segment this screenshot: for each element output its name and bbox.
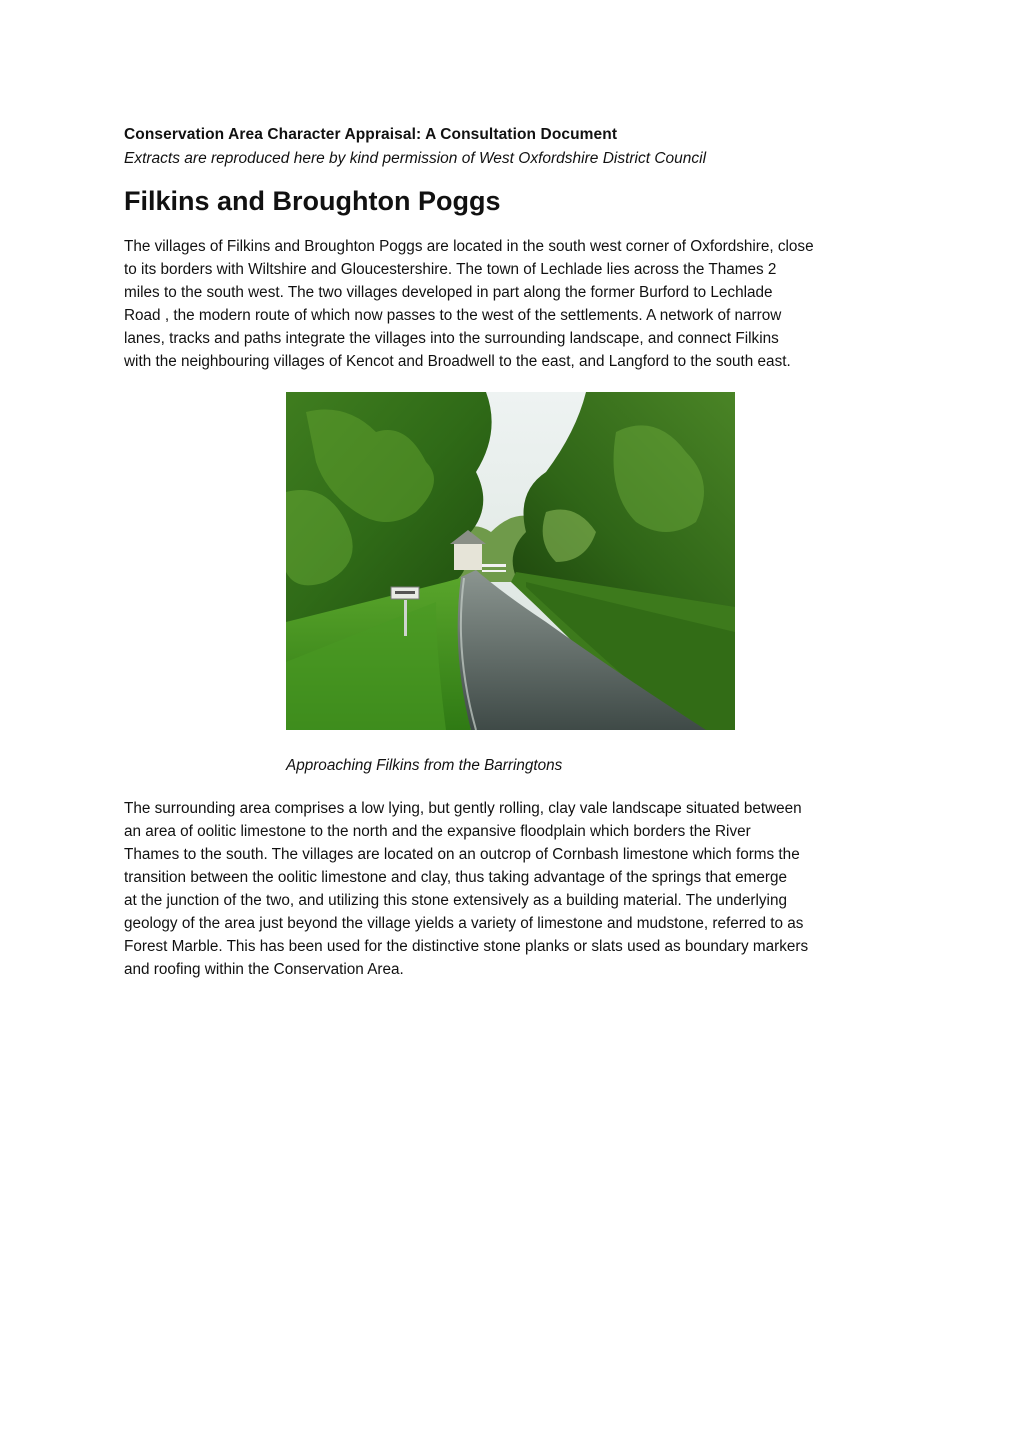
paragraph-line: to its borders with Wiltshire and Gloucestershire. The town of Lechlade lies across the Thames 2 [124,261,777,278]
figure-caption: Approaching Filkins from the Barringtons [286,757,563,774]
country-lane-photo [286,392,735,730]
paragraph-line: Forest Marble. This has been used for the distinctive stone planks or slats used as boundary markers [124,938,809,955]
paragraph-line: miles to the south west. The two villages developed in part along the former Burford to Lechlade [124,284,773,301]
paragraph-line: with the neighbouring villages of Kencot and Broadwell to the east, and Langford to the south east. [124,353,791,370]
paragraph-line: Thames to the south. The villages are located on an outcrop of Cornbash limestone which forms the [124,846,800,863]
document-title: Conservation Area Character Appraisal: A Consultation Document [124,126,618,143]
page-heading: Filkins and Broughton Poggs [124,186,501,216]
paragraph-line: and roofing within the Conservation Area. [124,961,404,978]
paragraph-line: Road , the modern route of which now passes to the west of the settlements. A network of narrow [124,307,782,324]
paragraph-line: an area of oolitic limestone to the north and the expansive floodplain which borders the River [124,823,751,840]
paragraph-line: transition between the oolitic limestone and clay, thus taking advantage of the springs that emerge [124,869,787,886]
paragraph-line: The surrounding area comprises a low lying, but gently rolling, clay vale landscape situated between [124,800,802,817]
paragraph-line: The villages of Filkins and Broughton Poggs are located in the south west corner of Oxfordshire, close [124,238,814,255]
intro-paragraph [124,235,914,373]
paragraph-line: lanes, tracks and paths integrate the villages into the surrounding landscape, and connect Filkins [124,330,779,347]
geology-paragraph [124,797,914,981]
document-subtitle: Extracts are reproduced here by kind permission of West Oxfordshire District Council [124,150,707,167]
paragraph-line: at the junction of the two, and utilizing this stone extensively as a building material. The underlying [124,892,787,909]
paragraph-line: geology of the area just beyond the village yields a variety of limestone and mudstone, referred to as [124,915,804,932]
